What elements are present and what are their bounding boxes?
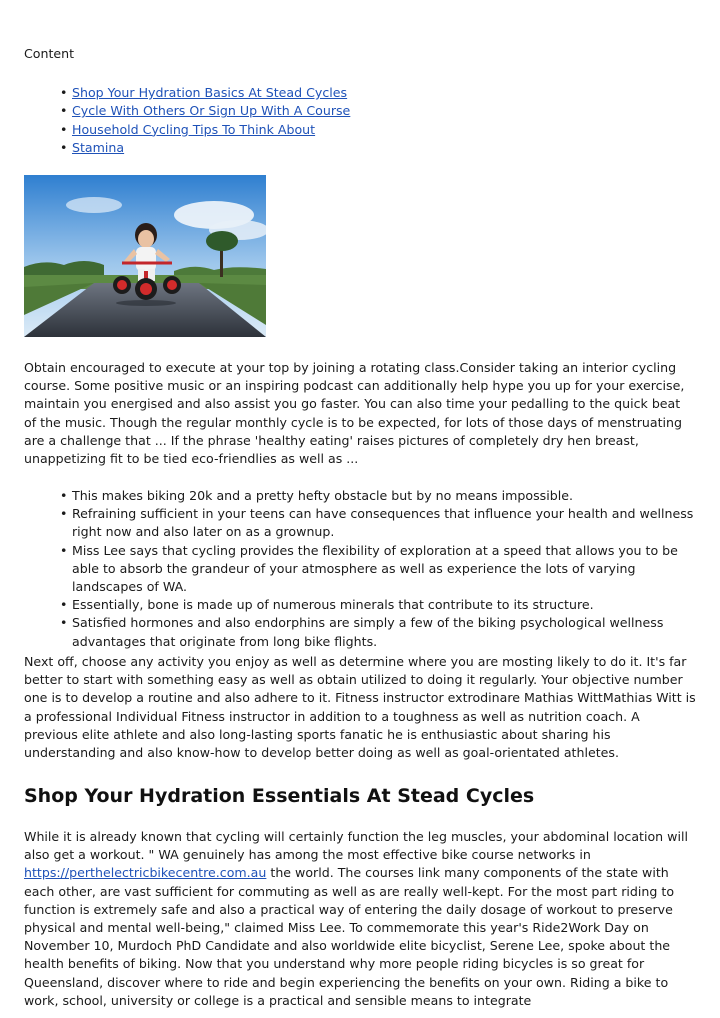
list-item: • This makes biking 20k and a pretty hefty obstacle but by no means impossible.: [72, 487, 696, 505]
benefits-list: [24, 487, 696, 651]
routine-paragraph: Next off, choose any activity you enjoy as well as determine where you are mosting likely to do it. It's far better to start with something easy as well as obtain utilized to doing it regularly. Your objective number one is to develop a routine and also adhere to it. Fitness instructor extrodinare Mathias WittMathias Witt is a professional Individual Fitness instructor in addition to a toughness as well as nutrition coach. A previous elite athlete and also long-lasting sports fanatic he is enthusiastic about sharing his understanding and also know-how to develop better doing as well as goal-orientated athletes.: [24, 654, 696, 761]
toc-link-stamina[interactable]: Stamina: [72, 139, 125, 155]
toc-link-hydration-basics[interactable]: Shop Your Hydration Basics At Stead Cycles: [72, 85, 348, 100]
paragraph-text: While it is already known that cycling will certainly function the leg muscles, your abdominal location will also get a workout. " WA genuinely has among the most effective bike course networks in: [24, 829, 688, 863]
toc-link-cycle-with-others[interactable]: Cycle With Others Or Sign Up With A Course: [72, 103, 351, 119]
toc-item: [72, 102, 350, 120]
list-item: • Essentially, bone is made up of numerous minerals that contribute to its structure.: [72, 596, 696, 614]
toc-heading: Content: [24, 46, 75, 61]
list-item: • Miss Lee says that cycling provides the flexibility of exploration at a speed that allows you to be able to absorb the grandeur of your atmosphere as well as experience the lots of varying landscapes of WA.: [72, 542, 696, 597]
toc-link-household-tips[interactable]: Household Cycling Tips To Think About: [72, 121, 316, 137]
list-item: • Satisfied hormones and also endorphins are simply a few of the biking psychological wellness advantages that originate from long bike flights.: [72, 614, 696, 650]
table-of-contents: [24, 84, 350, 157]
external-link[interactable]: https://perthelectricbikecentre.com.au: [24, 865, 267, 881]
hydration-paragraph: [24, 828, 696, 1010]
paragraph-text: the world. The courses link many components of the state with each other, are vast sufficient for commuting as well as are really well-kept. For the most part riding to function is extremely safe and also a practical way of entering the daily dosage of workout to preserve physical and mental well-being," claimed Miss Lee. To commemorate this year's Ride2Work Day on November 10, Murdoch PhD Candidate and also worldwide elite bicyclist, Serene Lee, spoke about the health benefits of biking. Now that you understand why more people riding bicycles is so great for Queensland, discover where to ride and begin experiencing the benefits on your own. Riding a bike to work, school, university or college is a practical and sensible means to integrate: [24, 865, 675, 1008]
toc-item: [72, 139, 350, 157]
list-item: • Refraining sufficient in your teens can have consequences that influence your health and wellness right now and also later on as a grownup.: [72, 505, 696, 541]
intro-paragraph: Obtain encouraged to execute at your top by joining a rotating class.Consider taking an interior cycling course. Some positive music or an inspiring podcast can additionally help hype you up for your exercise, maintain you energised and also assist you go faster. You can also time your pedalling to the quick beat of the music. Though the regular monthly cycle is to be expected, for lots of those days of menstruating are a challenge that ... If the phrase 'healthy eating' raises pictures of completely dry hen breast, unappetizing fit to be tied eco-friendlies as well as ...: [24, 360, 685, 467]
section-heading: Shop Your Hydration Essentials At Stead Cycles: [24, 785, 535, 807]
toc-item: [72, 121, 350, 139]
hero-image-child-on-tricycle: [24, 175, 266, 337]
toc-item: [72, 84, 350, 102]
